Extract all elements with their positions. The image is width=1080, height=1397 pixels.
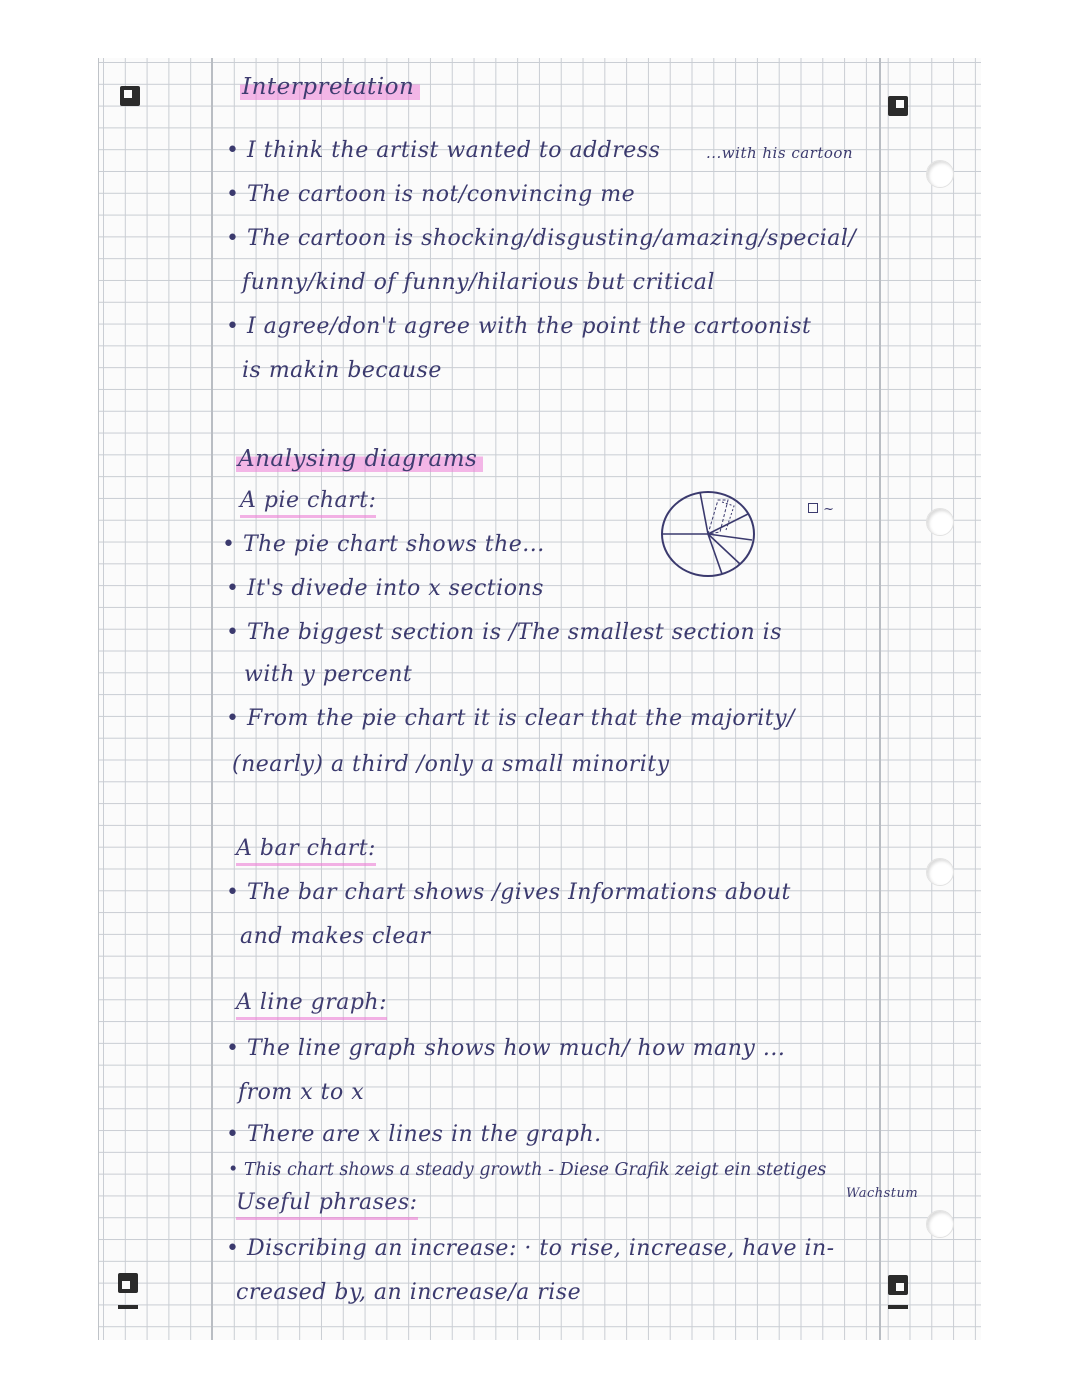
pie-chart-subheading: A pie chart: bbox=[240, 488, 376, 518]
pie-chart-line: • The biggest section is /The smallest section is bbox=[226, 620, 782, 645]
pie-legend bbox=[808, 498, 835, 517]
interpretation-line: ...with his cartoon bbox=[706, 144, 854, 162]
bar-chart-line: • The bar chart shows /gives Informations about bbox=[226, 880, 791, 905]
interpretation-heading: Interpretation bbox=[240, 74, 420, 100]
useful-phrases-subheading: Useful phrases: bbox=[236, 1190, 418, 1220]
bar-chart-line: and makes clear bbox=[240, 924, 431, 949]
pie-chart-sketch bbox=[660, 488, 760, 580]
bar-chart-subheading: A bar chart: bbox=[236, 836, 376, 866]
corner-mark-top-left-icon bbox=[120, 86, 140, 106]
pie-chart-line: with y percent bbox=[244, 662, 413, 687]
line-graph-line: • This chart shows a steady growth - Diese Grafik zeigt ein stetiges bbox=[228, 1160, 827, 1180]
punch-hole-icon bbox=[926, 1210, 954, 1238]
phrases-line: • Discribing an increase: · to rise, increase, have in- bbox=[226, 1236, 835, 1261]
pie-chart-line: • From the pie chart it is clear that the majority/ bbox=[226, 706, 795, 731]
interpretation-line: funny/kind of funny/hilarious but critical bbox=[242, 270, 715, 295]
corner-dash-bottom-left-icon bbox=[118, 1305, 138, 1309]
line-graph-subheading: A line graph: bbox=[236, 990, 387, 1020]
line-graph-line: • There are x lines in the graph. bbox=[226, 1122, 602, 1147]
line-graph-line: from x to x bbox=[238, 1080, 365, 1105]
interpretation-line: • I agree/don't agree with the point the cartoonist bbox=[226, 314, 812, 339]
corner-mark-bottom-left-icon bbox=[118, 1273, 138, 1293]
legend-text: ~ bbox=[823, 502, 835, 517]
legend-swatch-icon bbox=[808, 503, 818, 513]
corner-dash-bottom-right-icon bbox=[888, 1305, 908, 1309]
corner-mark-bottom-right-icon bbox=[888, 1275, 908, 1295]
interpretation-line: • The cartoon is shocking/disgusting/amazing/special/ bbox=[226, 226, 857, 251]
punch-hole-icon bbox=[926, 508, 954, 536]
pie-chart-line: • It's divede into x sections bbox=[226, 576, 544, 601]
interpretation-line: is makin because bbox=[242, 358, 442, 383]
phrases-line: creased by, an increase/a rise bbox=[236, 1280, 582, 1305]
interpretation-line: • The cartoon is not/convincing me bbox=[226, 182, 636, 207]
pie-chart-line: (nearly) a third /only a small minority bbox=[232, 752, 670, 777]
punch-hole-icon bbox=[926, 858, 954, 886]
interpretation-line: • I think the artist wanted to address bbox=[226, 138, 661, 163]
pie-chart-line: • The pie chart shows the... bbox=[222, 532, 545, 557]
line-graph-line: • The line graph shows how much/ how many ... bbox=[226, 1036, 786, 1061]
corner-mark-top-right-icon bbox=[888, 96, 908, 116]
diagrams-heading: Analysing diagrams bbox=[236, 446, 483, 472]
right-margin-line bbox=[879, 58, 881, 1340]
left-margin-line bbox=[211, 58, 213, 1340]
punch-hole-icon bbox=[926, 160, 954, 188]
line-graph-line: Wachstum bbox=[846, 1186, 919, 1201]
